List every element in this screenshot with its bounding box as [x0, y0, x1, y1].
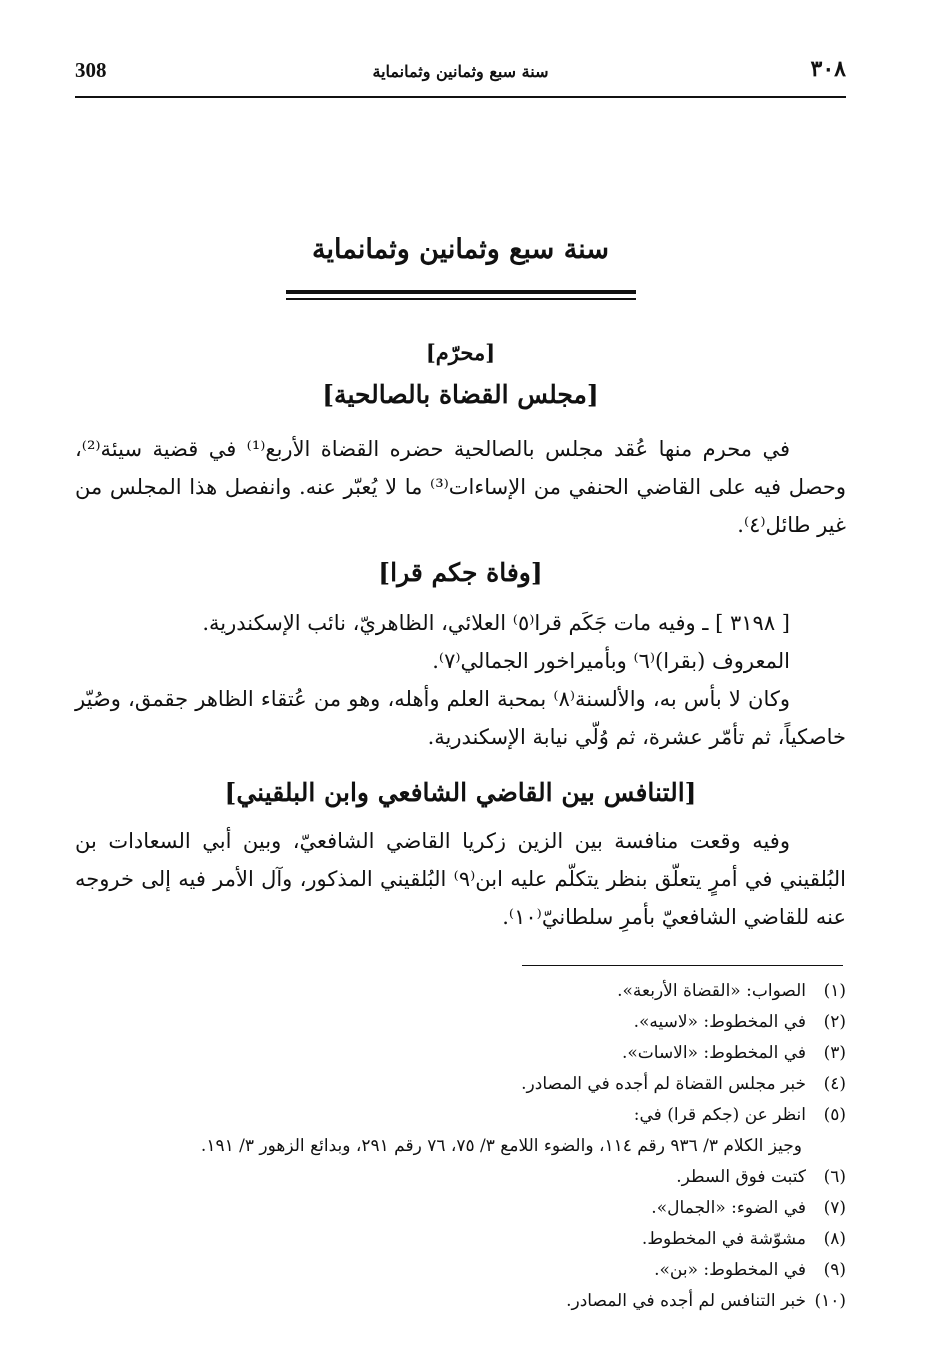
section-heading-death: [وفاة جكم قرا]: [378, 558, 543, 587]
footnote-number: (١): [823, 981, 846, 1001]
footnote-number: (٣): [823, 1043, 846, 1063]
paragraph-death-text: وكان لا بأس به، والألسنة⁽٨⁾ بمحبة العلم وأهله، وهو من عُتقاء الظاهر جقمق، وصُيّر خاصكياً، ثم تأمّر عشرة، ثم وُلّي نيابة الإسكندرية.: [75, 687, 846, 749]
page-header: [75, 56, 846, 98]
section-heading-council: [مجلس القضاة بالصالحية]: [322, 380, 599, 409]
footnote-text: الصواب: «القضاة الأربعة».: [617, 981, 806, 1001]
footnote-text: كتبت فوق السطر.: [676, 1167, 806, 1187]
footnote-item: [75, 1286, 846, 1317]
paragraph-rivalry: وفيه وقعت منافسة بين الزين زكريا القاضي الشافعيّ، وبين أبي السعادات بن البُلقيني في أمرٍ يتعلّق بنظر يتكلّم عليه ابن⁽٩⁾ البُلقيني المذكور، وآل الأمر فيه إلى خروجه عنه للقاضي الشافعيّ بأمرِ سلطانيّ⁽١٠⁾.: [75, 829, 846, 929]
footnote-number: (٥): [823, 1105, 846, 1125]
footnote-item: [75, 1193, 846, 1224]
footnote-number: (٩): [823, 1260, 846, 1280]
footnote-text: وجيز الكلام ٣/ ٩٣٦ رقم ١١٤، والضوء اللامع ٣/ ٧٥، ٧٦ رقم ٢٩١، وبدائع الزهور ٣/ ١٩١.: [200, 1136, 802, 1156]
footnote-number: (٨): [823, 1229, 846, 1249]
entry-line-1: [ ٣١٩٨ ] ـ وفيه مات جَكَم قرا⁽٥⁾ العلائي، الظاهريّ، نائب الإسكندرية.: [202, 611, 790, 635]
footnote-number: (٢): [823, 1012, 846, 1032]
footnote-text: في المخطوط: «بن».: [654, 1260, 806, 1280]
footnote-item: [75, 1162, 846, 1193]
footnote-item: [75, 1100, 846, 1131]
footnote-item: [75, 1007, 846, 1038]
footnote-item: [75, 1038, 846, 1069]
footnote-number: (٦): [823, 1167, 846, 1187]
footnote-item: [75, 1224, 846, 1255]
footnote-separator: [522, 965, 843, 966]
footnote-text: في المخطوط: «لاسيه».: [633, 1012, 806, 1032]
footnote-number: (١٠): [814, 1291, 846, 1311]
footnote-text: انظر عن (جكم قرا) في:: [633, 1105, 806, 1125]
entry-line-2: المعروف (بقرا)⁽٦⁾ وبأميراخور الجمالي⁽٧⁾.: [432, 649, 790, 673]
footnote-item: [75, 976, 846, 1007]
footnote-item: [75, 1069, 846, 1100]
page-number-arabic: ٣٠٨: [810, 56, 846, 82]
footnote-number: (٧): [823, 1198, 846, 1218]
title-rule-thick: [286, 290, 636, 294]
paragraph-death-entry: [75, 604, 846, 680]
footnote-text: خبر مجلس القضاة لم أجده في المصادر.: [521, 1074, 806, 1094]
section-heading-month: [محرّم]: [425, 340, 496, 365]
footnote-text: في الضوء: «الجمال».: [651, 1198, 806, 1218]
running-title: سنة سبع وثمانين وثمانماية: [372, 62, 549, 81]
paragraph-council: في محرم منها عُقد مجلس بالصالحية حضره القضاة الأربع⁽¹⁾ في قضية سيئة⁽²⁾، وحصل فيه على القاضي الحنفي من الإساءات⁽³⁾ ما لا يُعبّر عنه. وانفصل هذا المجلس من غير طائل⁽٤⁾.: [75, 437, 846, 537]
footnote-text: مشوّشة في المخطوط.: [641, 1229, 806, 1249]
footnote-item: [75, 1255, 846, 1286]
chapter-title: سنة سبع وثمانين وثمانماية: [312, 234, 609, 265]
footnotes: [75, 976, 846, 1317]
page-number-latin: 308: [75, 58, 107, 82]
section-heading-rivalry: [التنافس بين القاضي الشافعي وابن البلقيني]: [224, 778, 697, 807]
footnote-text: في المخطوط: «الاسات».: [621, 1043, 806, 1063]
footnote-text: خبر التنافس لم أجده في المصادر.: [566, 1291, 806, 1311]
footnote-continuation: [75, 1131, 846, 1162]
footnote-number: (٤): [823, 1074, 846, 1094]
title-rule-thin: [286, 298, 636, 300]
